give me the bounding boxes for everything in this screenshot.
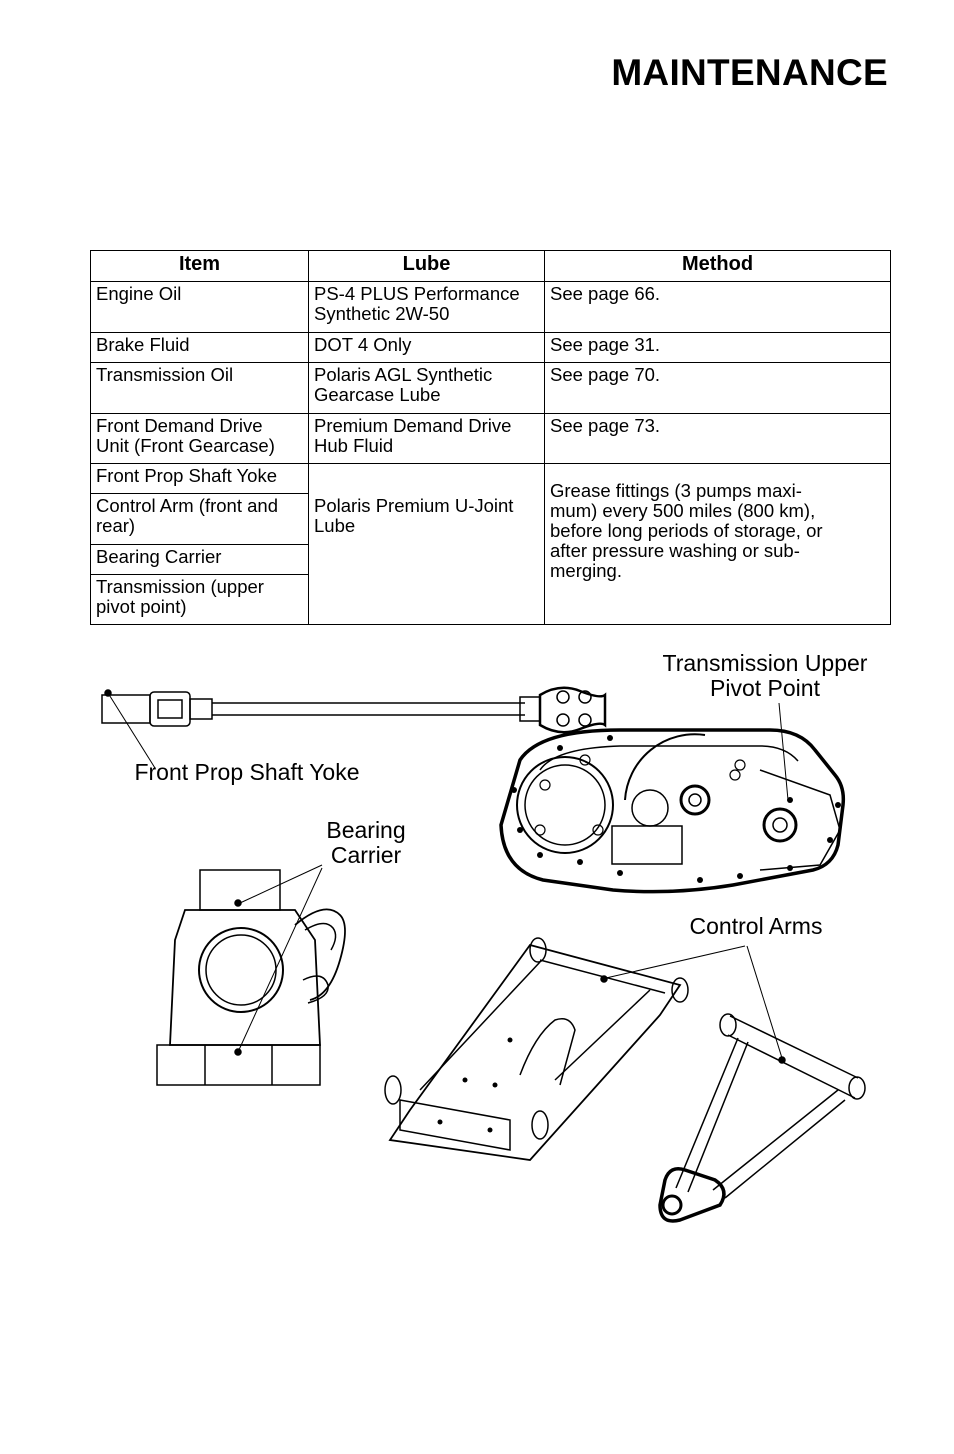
cell-item [91,414,309,464]
cell-grease-method [545,464,891,625]
cell-method-line: mum) every 500 miles (800 km), [550,500,816,521]
cell-method-line: Grease fittings (3 pumps maxi- [550,480,802,501]
cell-lube: DOT 4 Only [309,333,545,363]
control-arm-front-drawing [660,1014,865,1221]
cell-method: See page 73. [545,414,891,464]
cell-lube-line: Lube [314,515,356,536]
prop-shaft-leader [108,693,155,768]
label-line: Transmission Upper [662,650,868,676]
parts-illustration [0,640,954,1240]
control-arm-leader-right [747,946,782,1058]
table-row [91,464,891,494]
transmission-pivot-label [650,651,880,701]
cell-method: See page 31. [545,333,891,363]
label-line: Bearing [326,817,406,843]
cell-lube-line: Polaris Premium U-Joint [314,495,514,516]
cell-item [91,575,309,625]
label-line: Carrier [330,842,402,868]
cell-lube-line: PS-4 PLUS Performance [314,283,520,304]
control-arm-rear-drawing [385,938,688,1160]
cell-lube-line: Gearcase Lube [314,384,441,405]
cell-method-line: before long periods of storage, or [550,520,823,541]
bearing-carrier-label [306,818,426,868]
table-row [91,333,891,363]
cell-item-line: Control Arm (front and [96,495,278,516]
cell-item: Engine Oil [91,282,309,333]
cell-item-line: rear) [96,515,136,536]
cell-lube-line: Polaris AGL Synthetic [314,364,493,385]
header-method: Method [545,251,891,282]
page-title: MAINTENANCE [611,52,888,93]
cell-method: See page 70. [545,363,891,414]
label-line: Pivot Point [710,675,820,701]
cell-lube [309,363,545,414]
transmission-drawing [501,730,843,892]
lubrication-table [90,250,891,625]
cell-item: Transmission Oil [91,363,309,414]
cell-lube [309,282,545,333]
prop-shaft-label: Front Prop Shaft Yoke [134,759,360,785]
cell-item-line: Front Demand Drive [96,415,263,436]
table-row [91,363,891,414]
table-header-row [91,251,891,282]
cell-lube-line: Synthetic 2W-50 [314,303,450,324]
control-arms-label: Control Arms [689,913,823,939]
table-row [91,282,891,333]
cell-method-line: after pressure washing or sub- [550,540,800,561]
prop-shaft-drawing [102,688,605,732]
table-row [91,414,891,464]
cell-item-line: Unit (Front Gearcase) [96,435,275,456]
cell-item-line: Transmission (upper [96,576,264,597]
bearing-carrier-drawing [157,870,345,1085]
cell-lube-line: Hub Fluid [314,435,394,456]
cell-item-line: pivot point) [96,596,187,617]
cell-grease-lube [309,464,545,625]
cell-item: Front Prop Shaft Yoke [91,464,309,494]
cell-method: See page 66. [545,282,891,333]
control-arm-leader-left [606,946,745,978]
header-item: Item [91,251,309,282]
cell-lube [309,414,545,464]
cell-item: Brake Fluid [91,333,309,363]
cell-lube-line: Premium Demand Drive [314,415,512,436]
cell-item [91,494,309,545]
cell-method-line: merging. [550,560,622,581]
header-lube: Lube [309,251,545,282]
cell-item: Bearing Carrier [91,545,309,575]
